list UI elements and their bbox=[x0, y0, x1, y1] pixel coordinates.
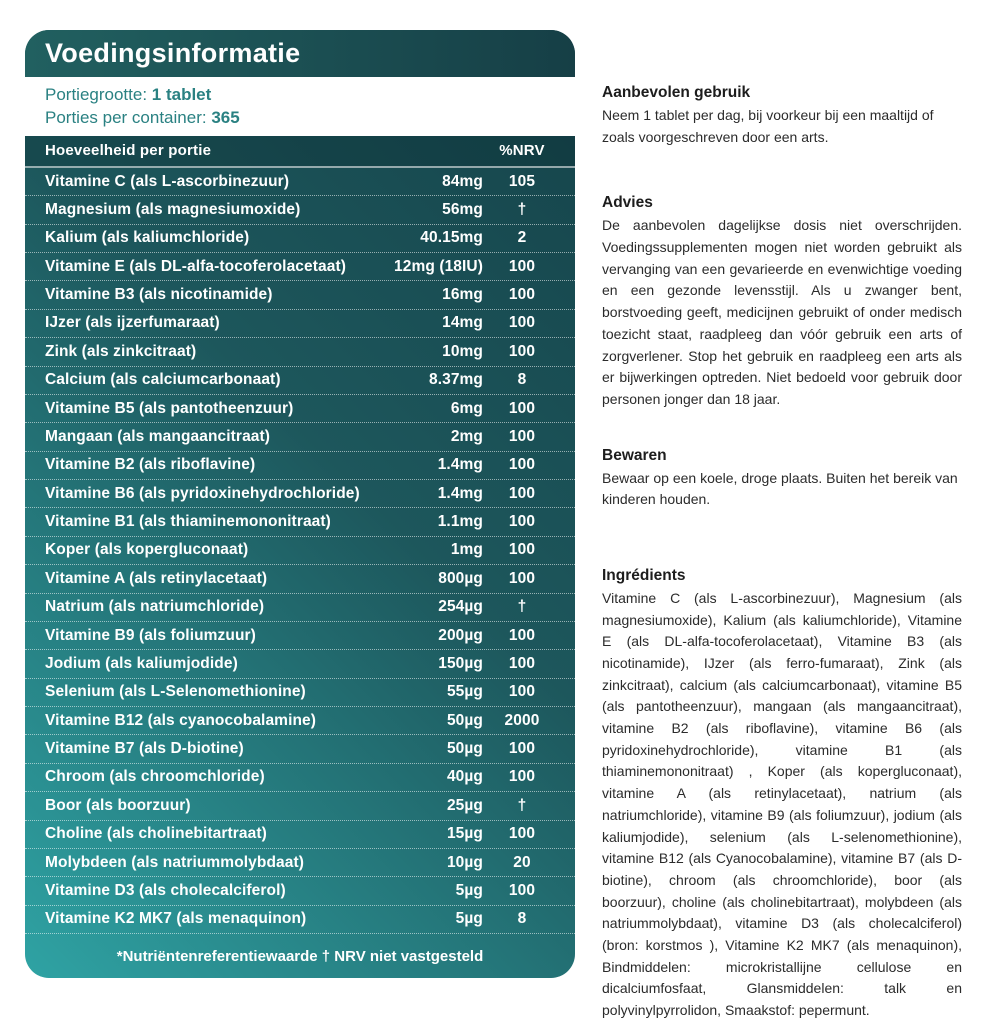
table-row bbox=[25, 537, 575, 565]
nutrient-name: Jodium (als kaliumjodide) bbox=[45, 654, 238, 672]
info-section bbox=[602, 84, 962, 148]
nutrient-amount: 14mg bbox=[442, 314, 483, 332]
nutrient-amount: 1.4mg bbox=[437, 456, 483, 474]
table-row bbox=[25, 594, 575, 622]
table-header bbox=[25, 136, 575, 168]
table-row bbox=[25, 253, 575, 281]
table-row bbox=[25, 906, 575, 934]
nutrient-name: Vitamine B1 (als thiaminemononitraat) bbox=[45, 513, 331, 531]
nutrition-panel bbox=[25, 30, 575, 978]
nutrient-name: Vitamine B7 (als D-biotine) bbox=[45, 740, 244, 758]
nutrient-nrv: 8 bbox=[517, 910, 527, 928]
table-row bbox=[25, 196, 575, 224]
nutrient-name: Vitamine B5 (als pantotheenzuur) bbox=[45, 399, 294, 417]
nutrient-name: Mangaan (als mangaancitraat) bbox=[45, 427, 271, 445]
nutrient-nrv: 100 bbox=[508, 513, 536, 531]
nutrient-nrv: 100 bbox=[508, 286, 536, 304]
table-row bbox=[25, 423, 575, 451]
info-section bbox=[602, 447, 962, 511]
nutrient-amount: 10mg bbox=[442, 342, 483, 360]
nutrient-nrv: 2 bbox=[517, 229, 527, 247]
table-row bbox=[25, 338, 575, 366]
nutrient-nrv: 100 bbox=[508, 427, 536, 445]
section-body: Bewaar op een koele, droge plaats. Buiten het bereik van kinderen houden. bbox=[602, 469, 958, 508]
serving-line bbox=[45, 83, 555, 106]
serving-value: 1 tablet bbox=[151, 85, 212, 104]
table-row bbox=[25, 792, 575, 820]
nutrient-nrv: 100 bbox=[508, 768, 536, 786]
nutrient-name: Choline (als cholinebitartraat) bbox=[45, 825, 267, 843]
serving-value: 365 bbox=[211, 108, 240, 128]
table-row bbox=[25, 367, 575, 395]
nutrient-name: Calcium (als calciumcarbonaat) bbox=[45, 371, 281, 389]
section-body: De aanbevolen dagelijkse dosis niet overschrijden. Voedingssupplementen mogen niet worden gebruikt als vervanging van een gevarieerde en evenwichtige voeding en een gezonde levensstijl. Als u zwanger bent, borstvoeding geeft, medicijnen gebruikt of onder medisch toezicht staat, raadpleeg dan vóór gebruik een arts of zorgverlener. Stop het gebruik en raadpleeg een arts als er bijwerkingen optreden. Niet bedoeld voor gebruik door personen jonger dan 18 jaar. bbox=[602, 217, 962, 407]
nutrient-amount: 6mg bbox=[450, 399, 483, 417]
nutrient-amount: 10µg bbox=[446, 853, 483, 871]
nutrient-name: Boor (als boorzuur) bbox=[45, 796, 191, 814]
nutrient-amount: 12mg (18IU) bbox=[394, 257, 483, 275]
panel-title: Voedingsinformatie bbox=[25, 30, 575, 77]
nutrient-amount: 1.1mg bbox=[437, 513, 483, 531]
nutrient-name: Vitamine B2 (als riboflavine) bbox=[45, 456, 256, 474]
nutrient-nrv: 8 bbox=[517, 371, 527, 389]
table-header-right: %NRV bbox=[499, 142, 545, 160]
table-row bbox=[25, 508, 575, 536]
table-row bbox=[25, 622, 575, 650]
nutrient-amount: 40.15mg bbox=[420, 229, 483, 247]
nutrient-nrv: 100 bbox=[508, 626, 536, 644]
nutrient-name: Vitamine B9 (als foliumzuur) bbox=[45, 626, 256, 644]
nutrient-nrv: 100 bbox=[508, 541, 536, 559]
nutrient-name: Zink (als zinkcitraat) bbox=[45, 342, 197, 360]
table-row bbox=[25, 452, 575, 480]
section-heading: Bewaren bbox=[602, 446, 667, 464]
nutrient-name: Selenium (als L-Selenomethionine) bbox=[45, 683, 306, 701]
nutrient-amount: 15µg bbox=[446, 825, 483, 843]
nutrient-nrv: 100 bbox=[508, 456, 536, 474]
table-row bbox=[25, 225, 575, 253]
nutrient-amount: 150µg bbox=[438, 654, 483, 672]
table-row bbox=[25, 310, 575, 338]
nutrition-rows bbox=[25, 168, 575, 934]
nutrient-name: Magnesium (als magnesiumoxide) bbox=[45, 200, 301, 218]
nutrient-nrv: † bbox=[517, 796, 527, 814]
serving-label: Portiegrootte: bbox=[45, 85, 152, 104]
nutrient-name: Vitamine A (als retinylacetaat) bbox=[45, 569, 268, 587]
nutrient-nrv: † bbox=[517, 598, 527, 616]
nutrient-nrv: 100 bbox=[508, 825, 536, 843]
nutrient-name: Natrium (als natriumchloride) bbox=[45, 598, 265, 616]
nutrient-amount: 254µg bbox=[438, 598, 483, 616]
table-row bbox=[25, 735, 575, 763]
section-heading: Aanbevolen gebruik bbox=[602, 84, 751, 101]
section-heading: Advies bbox=[602, 194, 653, 212]
nutrient-nrv: 100 bbox=[508, 484, 536, 502]
info-column bbox=[602, 84, 962, 1022]
nutrient-amount: 200µg bbox=[438, 626, 483, 644]
serving-line bbox=[45, 106, 555, 129]
nutrient-amount: 50µg bbox=[446, 711, 483, 729]
nutrient-amount: 5µg bbox=[455, 910, 483, 928]
table-row bbox=[25, 565, 575, 593]
nutrient-nrv: 100 bbox=[508, 683, 536, 701]
nutrient-amount: 800µg bbox=[438, 569, 483, 587]
nutrient-amount: 1.4mg bbox=[437, 484, 483, 502]
nutrient-nrv: 100 bbox=[508, 399, 536, 417]
nutrient-name: Vitamine E (als DL-alfa-tocoferolacetaat) bbox=[45, 257, 346, 275]
nutrient-amount: 8.37mg bbox=[428, 371, 483, 389]
nutrient-name: Vitamine B12 (als cyanocobalamine) bbox=[45, 711, 317, 729]
nutrient-nrv: 100 bbox=[508, 881, 536, 899]
nutrient-nrv: 100 bbox=[508, 342, 536, 360]
nutrient-nrv: 100 bbox=[508, 654, 536, 672]
table-row bbox=[25, 168, 575, 196]
section-body: Neem 1 tablet per dag, bij voorkeur bij een maaltijd of zoals voorgeschreven door een arts. bbox=[602, 107, 934, 145]
nutrient-nrv: 100 bbox=[508, 740, 536, 758]
nutrient-amount: 55µg bbox=[446, 683, 483, 701]
nutrient-amount: 50µg bbox=[446, 740, 483, 758]
nutrient-nrv: 105 bbox=[508, 172, 536, 190]
info-section bbox=[602, 567, 962, 1022]
serving-info bbox=[25, 77, 575, 136]
nutrient-name: Kalium (als kaliumchloride) bbox=[45, 229, 250, 247]
nutrient-amount: 2mg bbox=[450, 427, 483, 445]
nutrient-amount: 5µg bbox=[455, 881, 483, 899]
table-header-left: Hoeveelheid per portie bbox=[45, 142, 212, 160]
nutrient-amount: 56mg bbox=[442, 200, 483, 218]
nutrient-amount: 16mg bbox=[442, 286, 483, 304]
table-row bbox=[25, 650, 575, 678]
nutrient-name: Chroom (als chroomchloride) bbox=[45, 768, 265, 786]
table-row bbox=[25, 707, 575, 735]
nutrient-name: Koper (als kopergluconaat) bbox=[45, 541, 249, 559]
table-row bbox=[25, 821, 575, 849]
nutrient-name: Molybdeen (als natriummolybdaat) bbox=[45, 853, 304, 871]
nutrient-nrv: 2000 bbox=[504, 711, 540, 729]
table-row bbox=[25, 480, 575, 508]
nutrient-nrv: 100 bbox=[508, 314, 536, 332]
nutrient-name: Vitamine D3 (als cholecalciferol) bbox=[45, 881, 286, 899]
nutrient-amount: 40µg bbox=[446, 768, 483, 786]
section-heading: Ingrédients bbox=[602, 566, 686, 584]
nutrient-nrv: 20 bbox=[513, 853, 531, 871]
table-row bbox=[25, 877, 575, 905]
info-section bbox=[602, 194, 962, 410]
section-body: Vitamine C (als L-ascorbinezuur), Magnesium (als magnesiumoxide), Kalium (als kaliumchloride), Vitamine E (als DL-alfa-tocoferolacetaat), Vitamine B3 (als nicotinamide), IJzer (als ferro-fumaraat), Zink (als zinkcitraat), calcium (als calciumcarbonaat), vitamine B5 (als pantotheenzuur), mangaan (als mangaancitraat), vitamine B2 (als riboflavine), vitamine B6 (als pyridoxinehydrochloride), vitamine B1 (als thiaminemononitraat) , Koper (als kopergluconaat), vitamine A (als retinylacetaat), natrium (als natriumchloride), vitamine B9 (als foliumzuur), jodium (als kaliumjodide), selenium (als L-selenomethionine), vitamine B12 (als Cyanocobalamine), vitamine B7 (als D-biotine), chroom (als chroomchloride), boor (als boorzuur), choline (als cholinebitartraat), molybdeen (als natriummolybdaat), vitamine D3 (als cholecalciferol) (bron: korstmos ), Vitamine K2 MK7 (als menaquinon), Bindmiddelen: microkristallijne cellulose en dicalciumfosfaat, Glansmiddelen: talk en polyvinylpyrrolidon, Smaakstof: pepermunt. bbox=[602, 589, 962, 1018]
nutrient-amount: 1mg bbox=[450, 541, 483, 559]
nutrient-amount: 25µg bbox=[446, 796, 483, 814]
nutrient-name: Vitamine B6 (als pyridoxinehydrochloride) bbox=[45, 484, 360, 502]
nrv-footnote: *Nutriëntenreferentiewaarde † NRV niet vastgesteld bbox=[116, 947, 484, 965]
table-row bbox=[25, 849, 575, 877]
nutrient-nrv: † bbox=[517, 200, 527, 218]
nutrient-nrv: 100 bbox=[508, 569, 536, 587]
nutrient-nrv: 100 bbox=[508, 257, 536, 275]
nutrient-name: Vitamine K2 MK7 (als menaquinon) bbox=[45, 910, 307, 928]
table-row bbox=[25, 764, 575, 792]
nutrient-amount: 84mg bbox=[442, 172, 483, 190]
table-row bbox=[25, 395, 575, 423]
table-row bbox=[25, 679, 575, 707]
nutrient-name: IJzer (als ijzerfumaraat) bbox=[45, 314, 220, 332]
serving-label: Porties per container: bbox=[45, 108, 212, 128]
nutrient-name: Vitamine B3 (als nicotinamide) bbox=[45, 286, 273, 304]
nutrient-name: Vitamine C (als L-ascorbinezuur) bbox=[45, 172, 290, 190]
table-row bbox=[25, 281, 575, 309]
